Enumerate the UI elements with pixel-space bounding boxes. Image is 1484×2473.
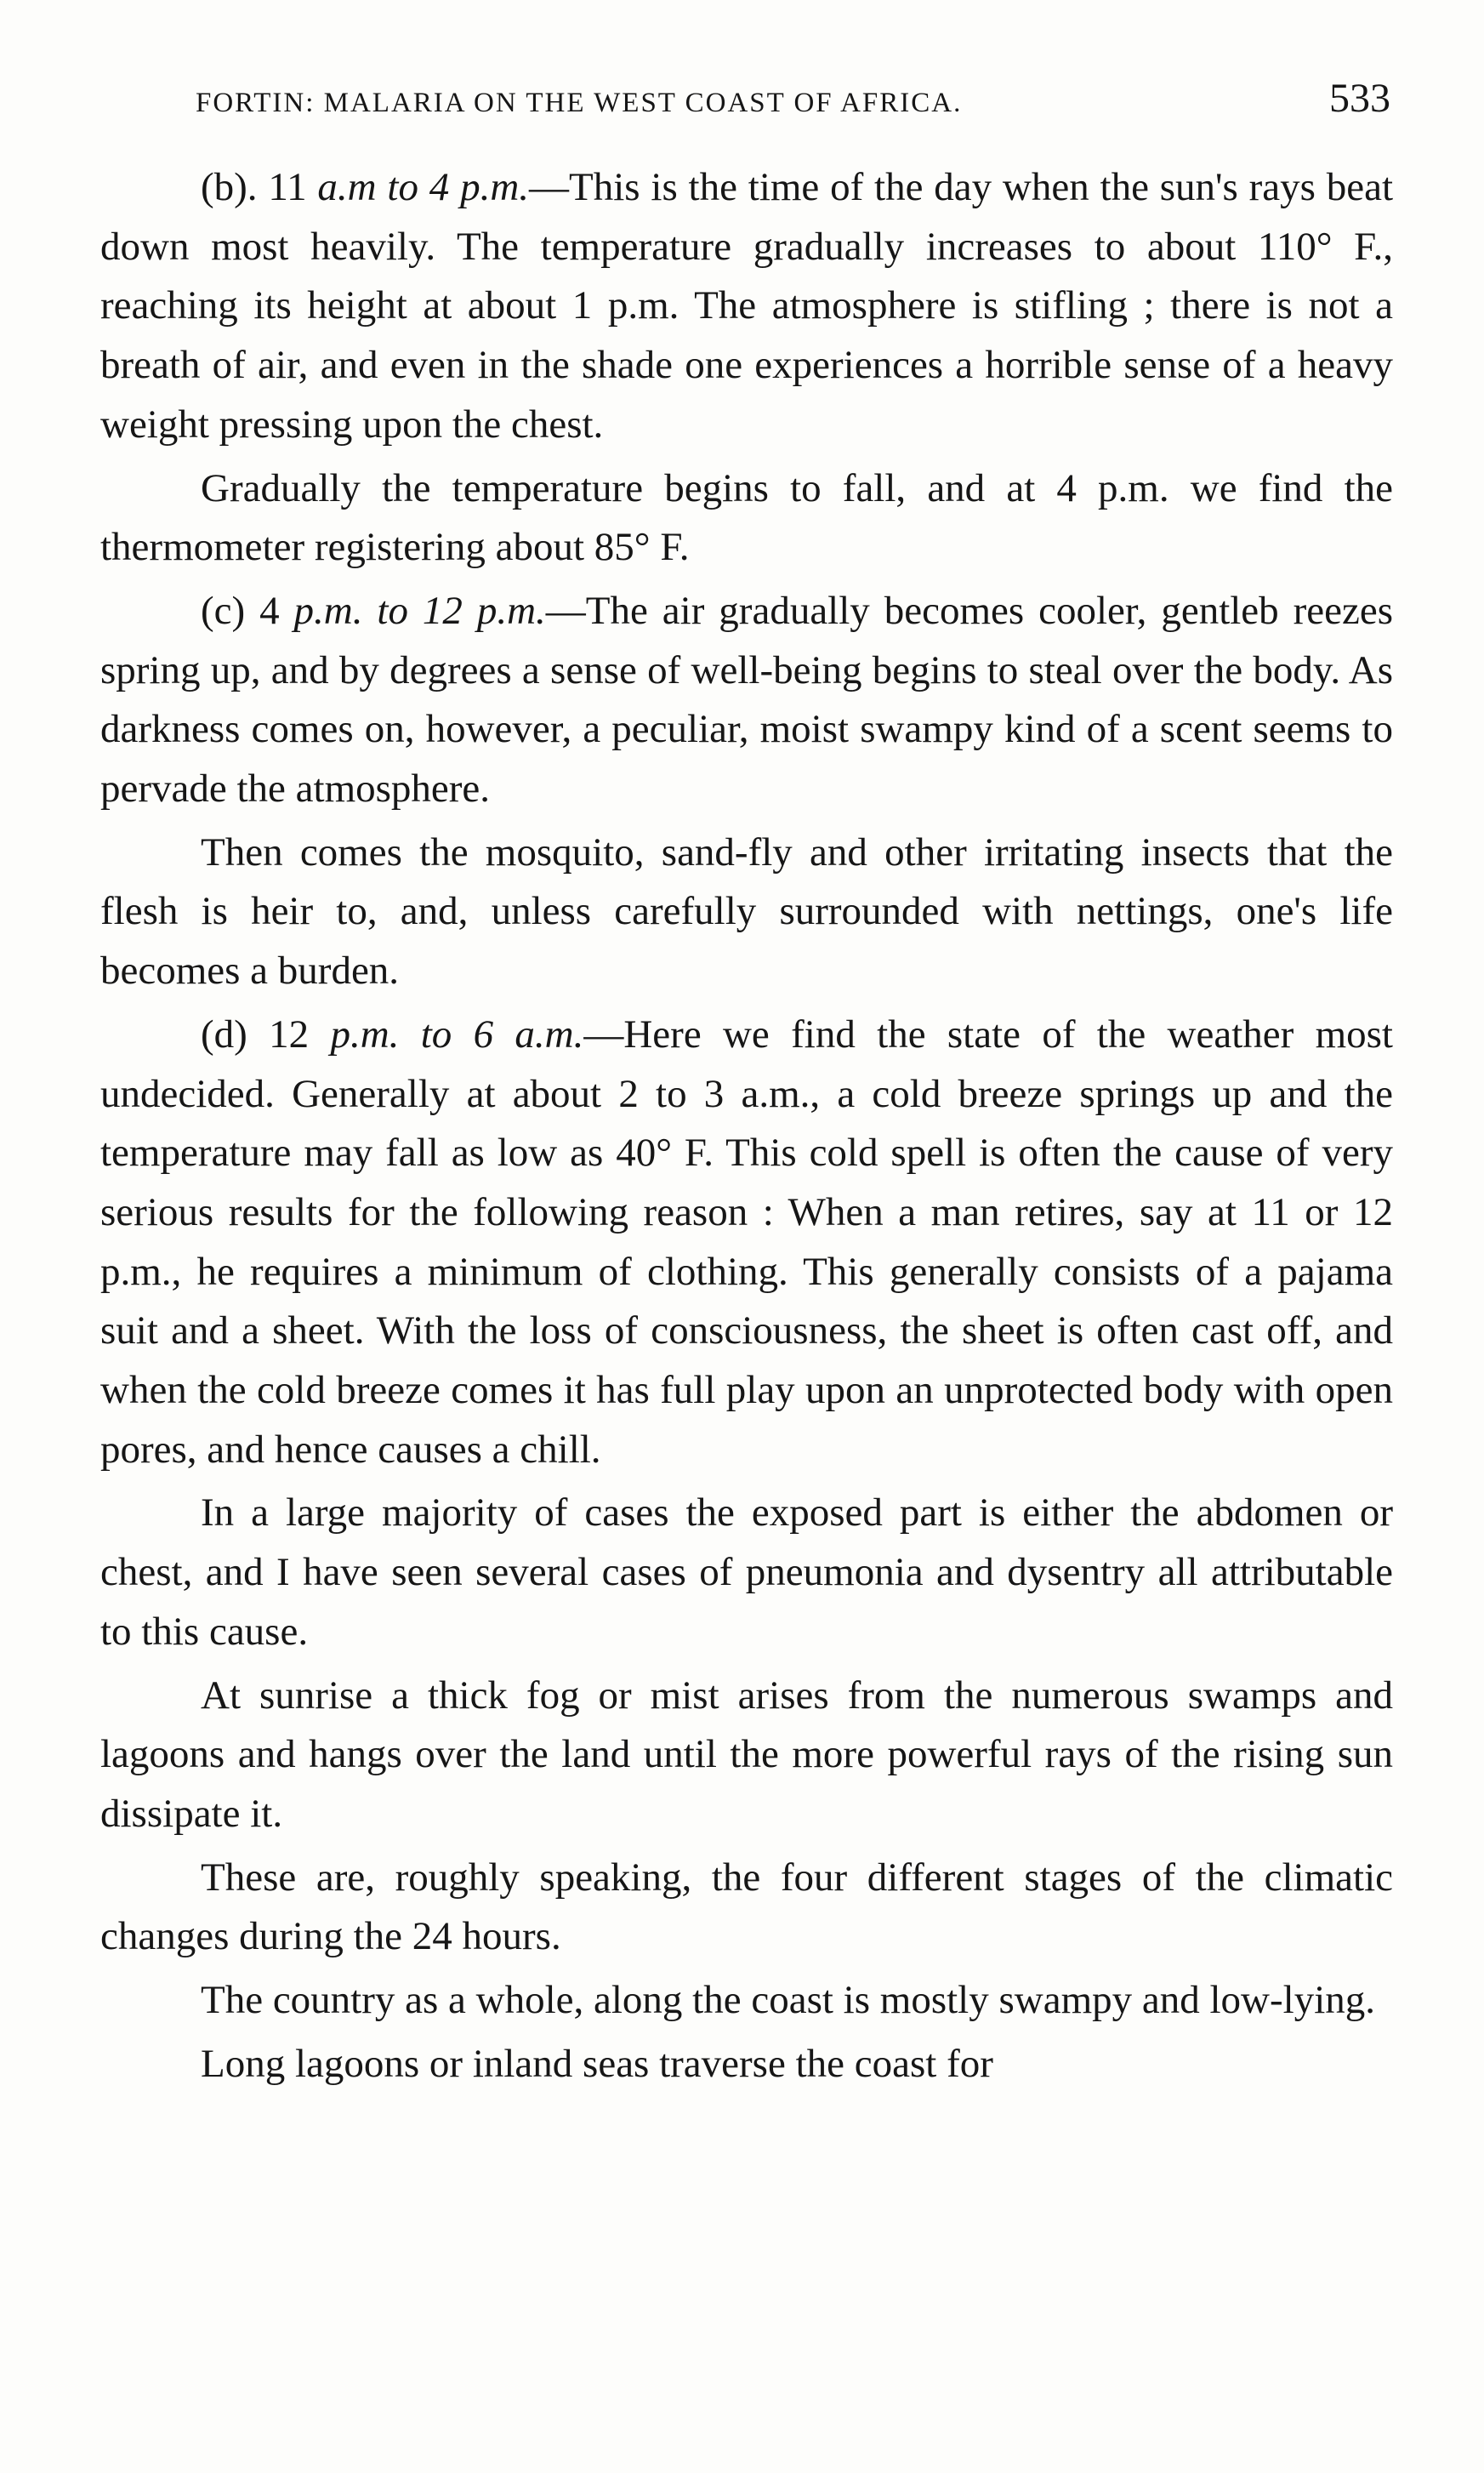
running-head: FORTIN: MALARIA ON THE WEST COAST OF AFRICA. <box>196 88 963 118</box>
body-text <box>100 158 1393 2094</box>
paragraph-sunrise-fog: At sunrise a thick fog or mist arises from the numerous swamps and lagoons and hangs over the land until the more powerful rays of the rising sun dissipate it. <box>100 1672 1393 1836</box>
section-label: (b). 11 <box>201 165 318 209</box>
time-range: p.m. to 12 p.m. <box>293 588 546 633</box>
paragraph-country: The country as a whole, along the coast is mostly swampy and low-lying. <box>201 1978 1376 2023</box>
paragraph-temperature-fall: Gradually the temperature begins to fall, and at 4 p.m. we find the thermometer registering about 85° F. <box>100 465 1393 570</box>
paragraph-text: —The air gradually becomes cooler, gentleb reezes spring up, and by degrees a sense of well-being begins to steal over the body. As darkness comes on, however, a peculiar, moist swampy kind of a scent seems to pervade the atmosphere. <box>100 588 1393 812</box>
page-number: 533 <box>1329 76 1390 121</box>
paragraph-lagoons: Long lagoons or inland seas traverse the coast for <box>201 2041 993 2086</box>
time-range: a.m to 4 p.m. <box>317 165 530 209</box>
paragraph-period-c <box>100 582 1393 819</box>
paragraph-text: —This is the time of the day when the sun's rays beat down most heavily. The temperature gradually increases to about 110° F., reaching its height at about 1 p.m. The atmosphere is stifling ; there is not a breath of air, and even in the shade one experiences a horrible sense of a heavy weight pressing upon the chest. <box>100 165 1393 447</box>
page-header <box>196 75 1390 122</box>
paragraph-period-b <box>100 158 1393 455</box>
paragraph-text: —Here we find the state of the weather most undecided. Generally at about 2 to 3 a.m., a cold breeze springs up and the temperature may fall as low as 40° F. This cold spell is often the cause of very serious results for the following reason : When a man retires, say at 11 or 12 p.m., he requires a minimum of clothing. This generally consists of a pajama suit and a sheet. With the loss of consciousness, the sheet is often cast off, and when the cold breeze comes it has full play upon an unprotected body with open pores, and hence causes a chill. <box>100 1011 1393 1472</box>
paragraph-mosquito: Then comes the mosquito, sand-fly and other irritating insects that the flesh is heir to, and, unless carefully surrounded with nettings, one's life becomes a burden. <box>100 829 1393 994</box>
paragraph-period-d <box>100 1006 1393 1480</box>
paragraph-exposed-part: In a large majority of cases the exposed part is either the abdomen or chest, and I have seen several cases of pneumonia and dysentry all attributable to this cause. <box>100 1490 1393 1654</box>
paragraph-four-stages: These are, roughly speaking, the four different stages of the climatic changes during the 24 hours. <box>100 1855 1393 1959</box>
section-label: (d) 12 <box>201 1011 331 1057</box>
section-label: (c) 4 <box>201 588 294 633</box>
time-range: p.m. to 6 a.m. <box>330 1011 584 1057</box>
